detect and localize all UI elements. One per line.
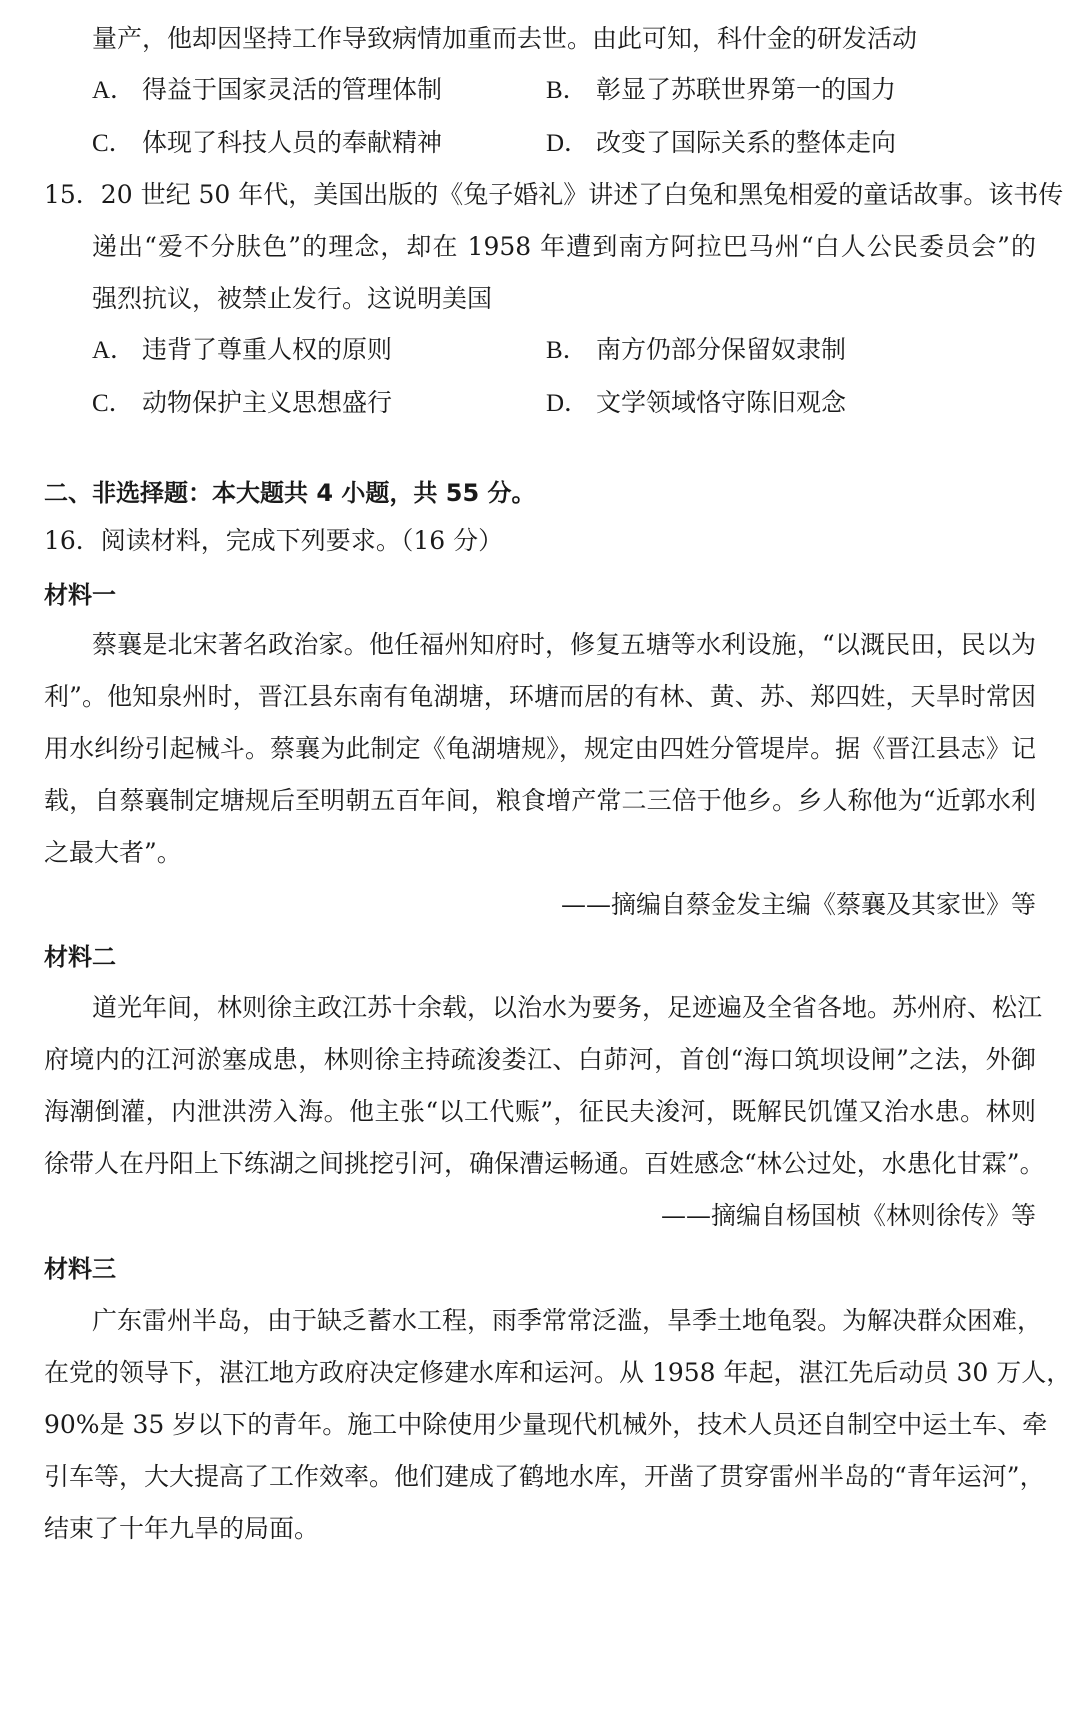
material-1-source: ——摘编自蔡金发主编《蔡襄及其家世》等 (560, 890, 1036, 919)
material-3-line-1: 广东雷州半岛，由于缺乏蓄水工程，雨季常常泛滥，旱季土地龟裂。为解决群众困难， (92, 1306, 1043, 1335)
section-2-heading: 二、非选择题：本大题共 4 小题，共 55 分。 (44, 479, 536, 507)
material-3-line-5: 结束了十年九旱的局面。 (44, 1514, 320, 1543)
q16-prompt: 16．阅读材料，完成下列要求。（16 分） (44, 526, 504, 555)
material-1-line-3: 用水纠纷引起械斗。蔡襄为此制定《龟湖塘规》，规定由四姓分管堤岸。据《晋江县志》记 (44, 734, 1036, 763)
material-2-line-3: 海潮倒灌，内泄洪涝入海。他主张“以工代赈”，征民夫浚河，既解民饥馑又治水患。林则 (44, 1097, 1036, 1126)
q15-option-a[interactable]: A． 违背了尊重人权的原则 (92, 335, 393, 364)
material-1-line-2: 利”。他知泉州时，晋江县东南有龟湖塘，环塘而居的有林、黄、苏、郑四姓，天旱时常因 (44, 682, 1036, 711)
material-2-line-4: 徐带人在丹阳上下练湖之间挑挖引河，确保漕运畅通。百姓感念“林公过处，水患化甘霖”。 (44, 1149, 1045, 1178)
material-2-line-1: 道光年间，林则徐主政江苏十余载，以治水为要务，足迹遍及全省各地。苏州府、松江 (92, 993, 1043, 1022)
material-3-heading: 材料三 (44, 1255, 116, 1283)
q15-option-c[interactable]: C． 动物保护主义思想盛行 (92, 388, 393, 417)
q14-stem-tail: 量产，他却因坚持工作导致病情加重而去世。由此可知，科什金的研发活动 (92, 24, 918, 53)
q15-option-b[interactable]: B． 南方仍部分保留奴隶制 (546, 335, 847, 364)
material-1-line-1: 蔡襄是北宋著名政治家。他任福州知府时，修复五塘等水利设施，“以溉民田，民以为 (92, 630, 1036, 659)
material-3-line-3: 90%是 35 岁以下的青年。施工中除使用少量现代机械外，技术人员还自制空中运土车、牵 (44, 1410, 1048, 1439)
q14-option-a[interactable]: A． 得益于国家灵活的管理体制 (92, 75, 443, 104)
material-1-heading: 材料一 (44, 581, 116, 609)
material-2-heading: 材料二 (44, 943, 116, 971)
material-3-line-2: 在党的领导下，湛江地方政府决定修建水库和运河。从 1958 年起，湛江先后动员 30 万人， (44, 1358, 1072, 1387)
material-2-source: ——摘编自杨国桢《林则徐传》等 (660, 1201, 1036, 1230)
material-1-line-5: 之最大者”。 (44, 838, 182, 867)
material-3-line-4: 引车等，大大提高了工作效率。他们建成了鹤地水库，开凿了贯穿雷州半岛的“青年运河”， (44, 1462, 1045, 1491)
material-1-line-4: 载，自蔡襄制定塘规后至明朝五百年间，粮食增产常二三倍于他乡。乡人称他为“近郭水利 (44, 786, 1036, 815)
q15-option-d[interactable]: D． 文学领域恪守陈旧观念 (546, 388, 847, 417)
material-2-line-2: 府境内的江河淤塞成患，林则徐主持疏浚娄江、白茆河，首创“海口筑坝设闸”之法，外御 (44, 1045, 1036, 1074)
q14-option-d[interactable]: D． 改变了国际关系的整体走向 (546, 128, 897, 157)
q14-option-c[interactable]: C． 体现了科技人员的奉献精神 (92, 128, 443, 157)
q15-stem-line-3: 强烈抗议，被禁止发行。这说明美国 (92, 284, 493, 313)
q14-option-b[interactable]: B． 彰显了苏联世界第一的国力 (546, 75, 897, 104)
q15-stem-line-2: 递出“爱不分肤色”的理念，却在 1958 年遭到南方阿拉巴马州“白人公民委员会”的 (92, 232, 1036, 261)
q15-stem-line-1: 15．20 世纪 50 年代，美国出版的《兔子婚礼》讲述了白兔和黑兔相爱的童话故事。该书传 (44, 180, 1064, 209)
